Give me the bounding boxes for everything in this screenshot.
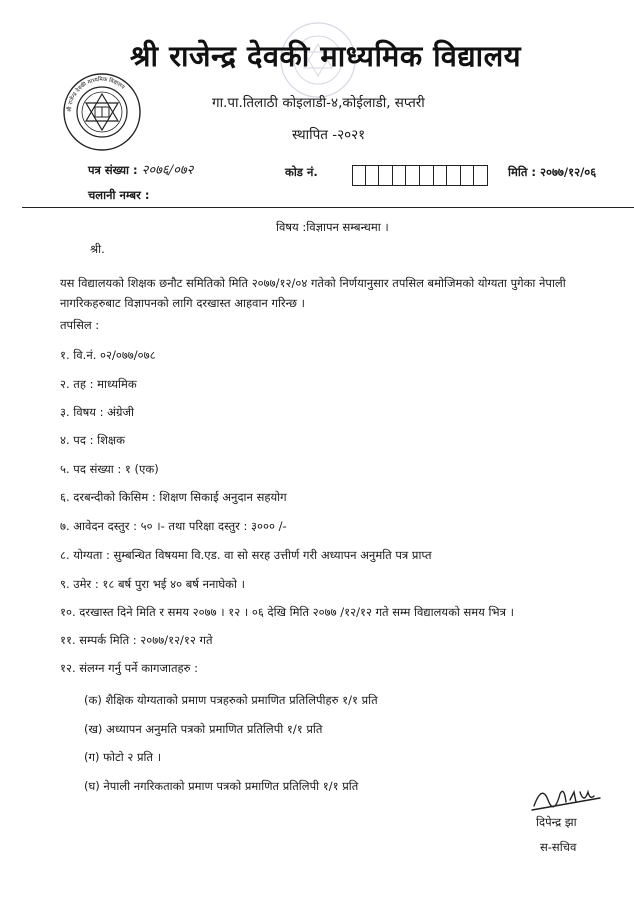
header-divider (22, 207, 634, 208)
list-item: ११. सम्पर्क मिति : २०७७/१२/१२ गते (60, 633, 213, 647)
list-item: ८. योग्यता : सुम्बन्धित विषयमा वि.एड. वा सो सरह उत्तीर्ण गरी अध्यापन अनुमति पत्र प्राप्त (60, 548, 432, 562)
code-label: कोड नं. (285, 165, 318, 179)
school-address: गा.पा.तिलाठी कोइलाडी-४,कोईलाडी, सप्तरी (212, 95, 425, 111)
attachment-item: (क) शैक्षिक योग्यताको प्रमाण पत्रहरुको प्रमाणित प्रतिलिपीहरु १/१ प्रति (84, 693, 378, 707)
list-item: ४. पद : शिक्षक (60, 433, 125, 447)
list-item: ९. उमेर : १८ बर्ष पुरा भई ४० बर्ष ननाघेको । (60, 577, 245, 591)
list-item: ७. आवेदन दस्तुर : ५० ।- तथा परिक्षा दस्तुर : ३००० /- (60, 519, 287, 533)
intro-paragraph: यस विद्यालयको शिक्षक छनौट समितिको मिति २०७७/१२/०४ गतेको निर्णयानुसार तपसिल बमोजिमको योग्यता पुगेका नेपाली नागरिकहरुबाट विज्ञापनको लागि दरखास्त आहवान गरिन्छ । (60, 276, 566, 310)
dispatch-number-label: चलानी नम्बर : (88, 188, 150, 202)
list-item: ६. दरबन्दीको किसिम : शिक्षण सिकाई अनुदान सहयोग (60, 490, 287, 504)
list-item: ५. पद संख्या : १ (एक) (60, 462, 159, 476)
school-name: श्री राजेन्द्र देवकी माध्यमिक विद्यालय (130, 39, 522, 73)
code-box (474, 165, 488, 186)
code-boxes (352, 165, 488, 186)
signatory-name: दिपेन्द्र झा (536, 815, 577, 829)
list-item: १०. दरखास्त दिने मिति र समय २०७७ । १२ । ०६ देखि मिति २०७७ /१२/१२ गते सम्म विद्यालयको समय भित्र । (60, 605, 514, 619)
attachment-item: (ग) फोटो २ प्रति । (84, 750, 162, 764)
subject-line: विषय :विज्ञापन सम्बन्धमा । (276, 220, 389, 234)
letter-number-label: पत्र संख्या : (88, 163, 138, 177)
list-item: १२. संलग्न गर्नु पर्ने कागजातहरु : (60, 661, 199, 675)
code-box (447, 165, 461, 186)
code-box (461, 165, 475, 186)
letter-number-field (88, 160, 193, 178)
handwritten-signature (530, 780, 605, 812)
code-box (434, 165, 448, 186)
code-box (393, 165, 407, 186)
salutation: श्री. (90, 242, 105, 256)
svg-text:श्री राजेन्द्र देवकी माध्यमिक: श्री राजेन्द्र देवकी माध्यमिक विद्यालय (66, 76, 126, 113)
code-box (366, 165, 380, 186)
code-box (352, 165, 366, 186)
attachment-item: (ख) अध्यापन अनुमति पत्रको प्रमाणित प्रतिलिपी १/१ प्रति (84, 722, 323, 736)
list-item: २. तह : माध्यमिक (60, 377, 137, 391)
attachment-item: (घ) नेपाली नगरिकताको प्रमाण पत्रको प्रमाणित प्रतिलिपी १/१ प्रति (84, 779, 359, 793)
code-box (379, 165, 393, 186)
school-seal-emblem (62, 72, 142, 152)
established-year: स्थापित -२०२१ (292, 127, 366, 143)
code-box (420, 165, 434, 186)
list-item: ३. विषय : अंग्रेजी (60, 405, 134, 419)
date-label: मिति : २०७७/१२/०६ (508, 165, 597, 179)
list-item: १. वि.नं. ०२/०७७/०७८ (60, 348, 156, 362)
details-heading: तपसिल : (60, 318, 100, 332)
letter-number-value: २०७६/०७२ (141, 163, 194, 178)
code-box (406, 165, 420, 186)
signatory-title: स-सचिव (540, 840, 577, 854)
